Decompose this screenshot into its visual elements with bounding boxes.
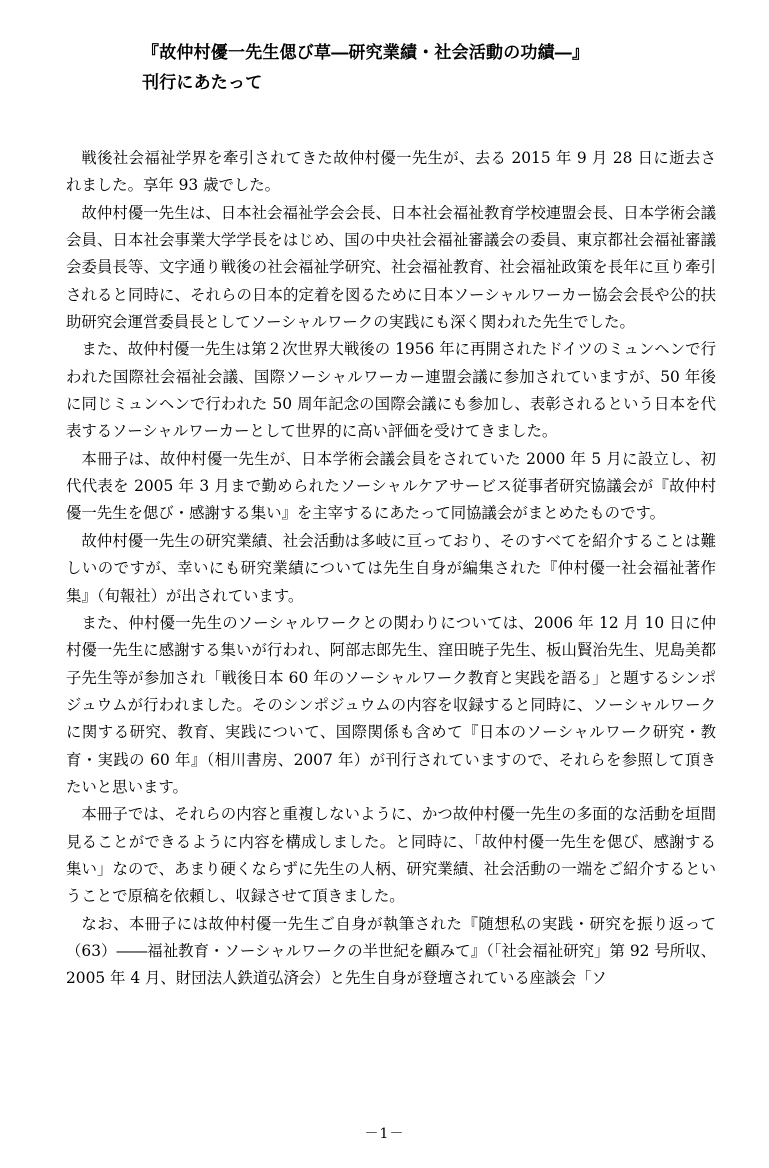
title-line-1: 『故仲村優一先生偲び草―研究業績・社会活動の功績―』 bbox=[142, 43, 590, 63]
page-number: －1－ bbox=[364, 1126, 405, 1142]
paragraph: 本冊子は、故仲村優一先生が、日本学術会議会員をされていた 2000 年 5 月に設立し、初代代表を 2005 年 3 月まで勤められたソーシャルケアサービス従事者研究協議会が『故仲村優一先生を偲び・感謝する集い』を主宰するにあたって同協議会がまとめたものです。 bbox=[66, 449, 716, 523]
paragraph: 本冊子では、それらの内容と重複しないように、かつ故仲村優一先生の多面的な活動を垣間見ることができるように内容を構成しました。と同時に、「故仲村優一先生を偲び、感謝する集い」なので、あまり硬くならずに先生の人柄、研究業績、社会活動の一端をご紹介するということで原稿を依頼し、収録させて頂きました。 bbox=[66, 805, 716, 906]
paragraph: なお、本冊子には故仲村優一先生ご自身が執筆された『随想私の実践・研究を振り返って（63）――福祉教育・ソーシャルワークの半世紀を顧みて』（「社会福祉研究」第 92 号所収、2005 年 4 月、財団法人鉄道弘済会）と先生自身が登壇されている座談会「ソ bbox=[66, 914, 716, 988]
paragraph: 戦後社会福祉学界を牽引されてきた故仲村優一先生が、去る 2015 年 9 月 28 日に逝去されました。享年 93 歳でした。 bbox=[66, 149, 716, 195]
document-title bbox=[142, 38, 589, 98]
paragraph: また、故仲村優一先生は第２次世界大戦後の 1956 年に再開されたドイツのミュンヘンで行われた国際社会福祉会議、国際ソーシャルワーカー連盟会議に参加されていますが、50 年後に同じミュンヘンで行われた 50 周年記念の国際会議にも参加し、表彰されるという日本を代表するソーシャルワーカーとして世界的に高い評価を受けてきました。 bbox=[66, 340, 716, 441]
paragraph: また、仲村優一先生のソーシャルワークとの関わりについては、2006 年 12 月 10 日に仲村優一先生に感謝する集いが行われ、阿部志郎先生、窪田暁子先生、板山賢治先生、児島美都子先生等が参加され「戦後日本 60 年のソーシャルワーク教育と実践を語る」と題するシンポジュウムが行われました。そのシンポジュウムの内容を収録すると同時に、ソーシャルワークに関する研究、教育、実践について、国際関係も含めて『日本のソーシャルワーク研究・教育・実践の 60 年』（相川書房、2007 年）が刊行されていますので、それらを参照して頂きたいと思います。 bbox=[66, 613, 716, 796]
paragraph: 故仲村優一先生は、日本社会福祉学会会長、日本社会福祉教育学校連盟会長、日本学術会議会員、日本社会事業大学学長をはじめ、国の中央社会福祉審議会の委員、東京都社会福祉審議会委員長等、文字通り戦後の社会福祉学研究、社会福祉教育、社会福祉政策を長年に亘り牽引されると同時に、それらの日本的定着を図るために日本ソーシャルワーカー協会会長や公的扶助研究会運営委員長としてソーシャルワークの実践にも深く関われた先生でした。 bbox=[66, 203, 716, 332]
paragraph: 故仲村優一先生の研究業績、社会活動は多岐に亘っており、そのすべてを紹介することは難しいのですが、幸いにも研究業績については先生自身が編集された『仲村優一社会福祉著作集』（旬報社）が出されています。 bbox=[66, 531, 716, 605]
title-line-2: 刊行にあたって bbox=[142, 73, 263, 93]
document-body bbox=[66, 145, 716, 993]
